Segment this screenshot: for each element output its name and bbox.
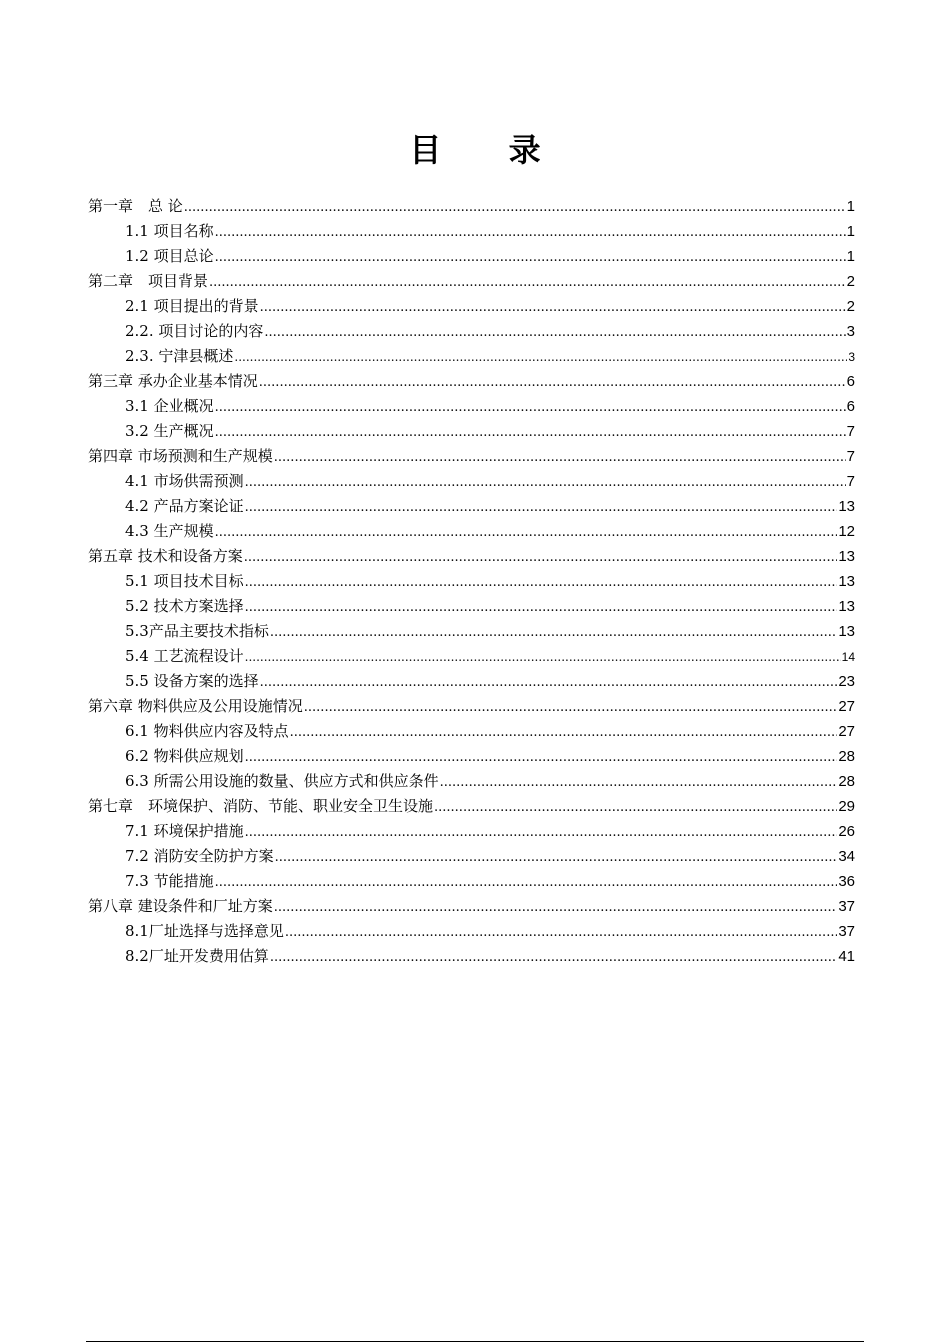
toc-page-number: 7 [846, 423, 855, 440]
toc-page-number: 2 [846, 273, 855, 290]
toc-page-number: 36 [838, 873, 855, 890]
toc-entry-label: 4.3 生产规模 [125, 522, 214, 540]
toc-entry-label: 4.2 产品方案论证 [125, 497, 244, 515]
toc-section-entry[interactable] [88, 769, 855, 794]
toc-page-number: 13 [838, 548, 855, 565]
toc-entry-label: 6.2 物料供应规划 [125, 747, 244, 765]
toc-page-number: 6 [846, 373, 855, 390]
toc-section-entry[interactable] [88, 619, 855, 644]
toc-page-number: 1 [846, 223, 855, 240]
toc-entry-label: 第一章 总 论 [88, 197, 183, 215]
toc-entry-label: 3.1 企业概况 [125, 397, 214, 415]
toc-chapter-entry[interactable] [88, 194, 855, 219]
toc-page-number: 13 [838, 623, 855, 640]
toc-section-entry[interactable] [88, 869, 855, 894]
toc-page-number: 28 [838, 748, 855, 765]
toc-page-number: 34 [838, 848, 855, 865]
toc-chapter-entry[interactable] [88, 794, 855, 819]
toc-page-number: 27 [838, 723, 855, 740]
toc-page-number: 7 [846, 473, 855, 490]
toc-leader-dots [274, 895, 838, 920]
toc-leader-dots [215, 395, 846, 420]
toc-leader-dots [244, 545, 838, 570]
toc-entry-label: 第二章 项目背景 [88, 272, 209, 290]
toc-page-number: 37 [838, 898, 855, 915]
toc-page-number: 7 [846, 448, 855, 465]
toc-section-entry[interactable] [88, 244, 855, 269]
toc-page-number: 12 [838, 523, 855, 540]
toc-section-entry[interactable] [88, 944, 855, 969]
toc-entry-label: 7.2 消防安全防护方案 [125, 847, 274, 865]
toc-leader-dots [215, 245, 846, 270]
toc-leader-dots [270, 620, 837, 645]
toc-entry-label: 8.2厂址开发费用估算 [125, 947, 269, 965]
toc-entry-label: 6.1 物料供应内容及特点 [125, 722, 289, 740]
toc-section-entry[interactable] [88, 419, 855, 444]
toc-section-entry[interactable] [88, 819, 855, 844]
toc-page-number: 29 [838, 798, 855, 815]
toc-section-entry[interactable] [88, 594, 855, 619]
toc-leader-dots [245, 595, 838, 620]
toc-section-entry[interactable] [88, 344, 855, 369]
toc-section-entry[interactable] [88, 919, 855, 944]
toc-entry-label: 4.1 市场供需预测 [125, 472, 244, 490]
toc-leader-dots [245, 820, 838, 845]
toc-leader-dots [245, 645, 841, 670]
toc-page-number: 13 [838, 573, 855, 590]
toc-entry-label: 第四章 市场预测和生产规模 [88, 447, 273, 465]
toc-leader-dots [304, 695, 838, 720]
toc-chapter-entry[interactable] [88, 269, 855, 294]
toc-leader-dots [264, 320, 845, 345]
toc-leader-dots [290, 720, 838, 745]
toc-page-number: 26 [838, 823, 855, 840]
toc-page-number: 3 [848, 350, 855, 364]
toc-section-entry[interactable] [88, 744, 855, 769]
toc-leader-dots [274, 445, 846, 470]
toc-page-number: 6 [846, 398, 855, 415]
toc-entry-label: 5.5 设备方案的选择 [125, 672, 259, 690]
toc-leader-dots [215, 520, 838, 545]
page-title: 目 录 [409, 131, 569, 169]
toc-leader-dots [234, 345, 847, 370]
toc-section-entry[interactable] [88, 394, 855, 419]
toc-leader-dots [215, 870, 838, 895]
toc-page-number: 1 [846, 198, 855, 215]
toc-entry-label: 6.3 所需公用设施的数量、供应方式和供应条件 [125, 772, 439, 790]
toc-page-number: 28 [838, 773, 855, 790]
toc-entry-label: 2.2. 项目讨论的内容 [125, 322, 264, 340]
toc-section-entry[interactable] [88, 719, 855, 744]
toc-leader-dots [285, 920, 837, 945]
toc-leader-dots [275, 845, 838, 870]
toc-entry-label: 5.4 工艺流程设计 [125, 647, 244, 665]
toc-section-entry[interactable] [88, 669, 855, 694]
toc-leader-dots [209, 270, 846, 295]
toc-page-number: 27 [838, 698, 855, 715]
toc-leader-dots [260, 670, 838, 695]
toc-leader-dots [215, 420, 846, 445]
toc-page-number: 3 [846, 323, 855, 340]
footer-divider [86, 1341, 864, 1342]
toc-section-entry[interactable] [88, 294, 855, 319]
toc-page-number: 14 [841, 650, 855, 664]
toc-page-number: 13 [838, 598, 855, 615]
toc-section-entry[interactable] [88, 844, 855, 869]
toc-entry-label: 7.3 节能措施 [125, 872, 214, 890]
toc-entry-label: 5.2 技术方案选择 [125, 597, 244, 615]
toc-leader-dots [245, 570, 838, 595]
toc-leader-dots [245, 470, 846, 495]
toc-entry-label: 3.2 生产概况 [125, 422, 214, 440]
toc-leader-dots [260, 295, 846, 320]
toc-page-number: 1 [846, 248, 855, 265]
toc-page-number: 23 [838, 673, 855, 690]
toc-section-entry[interactable] [88, 469, 855, 494]
toc-chapter-entry[interactable] [88, 694, 855, 719]
toc-entry-label: 5.1 项目技术目标 [125, 572, 244, 590]
toc-entry-label: 1.1 项目名称 [125, 222, 214, 240]
toc-page-number: 37 [838, 923, 855, 940]
toc-section-entry[interactable] [88, 319, 855, 344]
toc-page-number: 2 [846, 298, 855, 315]
table-of-contents [88, 194, 855, 969]
toc-leader-dots [184, 195, 846, 220]
toc-section-entry[interactable] [88, 569, 855, 594]
toc-entry-label: 5.3产品主要技术指标 [125, 622, 269, 640]
toc-leader-dots [245, 745, 838, 770]
toc-page-number: 13 [838, 498, 855, 515]
toc-entry-label: 8.1厂址选择与选择意见 [125, 922, 284, 940]
toc-section-entry[interactable] [88, 219, 855, 244]
toc-chapter-entry[interactable] [88, 544, 855, 569]
toc-entry-label: 第八章 建设条件和厂址方案 [88, 897, 273, 915]
toc-leader-dots [440, 770, 838, 795]
toc-entry-label: 7.1 环境保护措施 [125, 822, 244, 840]
toc-leader-dots [270, 945, 837, 970]
toc-section-entry[interactable] [88, 494, 855, 519]
toc-chapter-entry[interactable] [88, 369, 855, 394]
toc-entry-label: 2.3. 宁津县概述 [125, 347, 234, 365]
toc-section-entry[interactable] [88, 519, 855, 544]
toc-leader-dots [434, 795, 837, 820]
toc-chapter-entry[interactable] [88, 894, 855, 919]
toc-chapter-entry[interactable] [88, 444, 855, 469]
toc-entry-label: 1.2 项目总论 [125, 247, 214, 265]
toc-leader-dots [259, 370, 846, 395]
toc-entry-label: 第六章 物料供应及公用设施情况 [88, 697, 303, 715]
toc-entry-label: 第三章 承办企业基本情况 [88, 372, 258, 390]
toc-entry-label: 第七章 环境保护、消防、节能、职业安全卫生设施 [88, 797, 434, 815]
toc-section-entry[interactable] [88, 644, 855, 669]
toc-leader-dots [215, 220, 846, 245]
toc-entry-label: 第五章 技术和设备方案 [88, 547, 243, 565]
toc-entry-label: 2.1 项目提出的背景 [125, 297, 259, 315]
toc-leader-dots [245, 495, 838, 520]
toc-page-number: 41 [838, 948, 855, 965]
